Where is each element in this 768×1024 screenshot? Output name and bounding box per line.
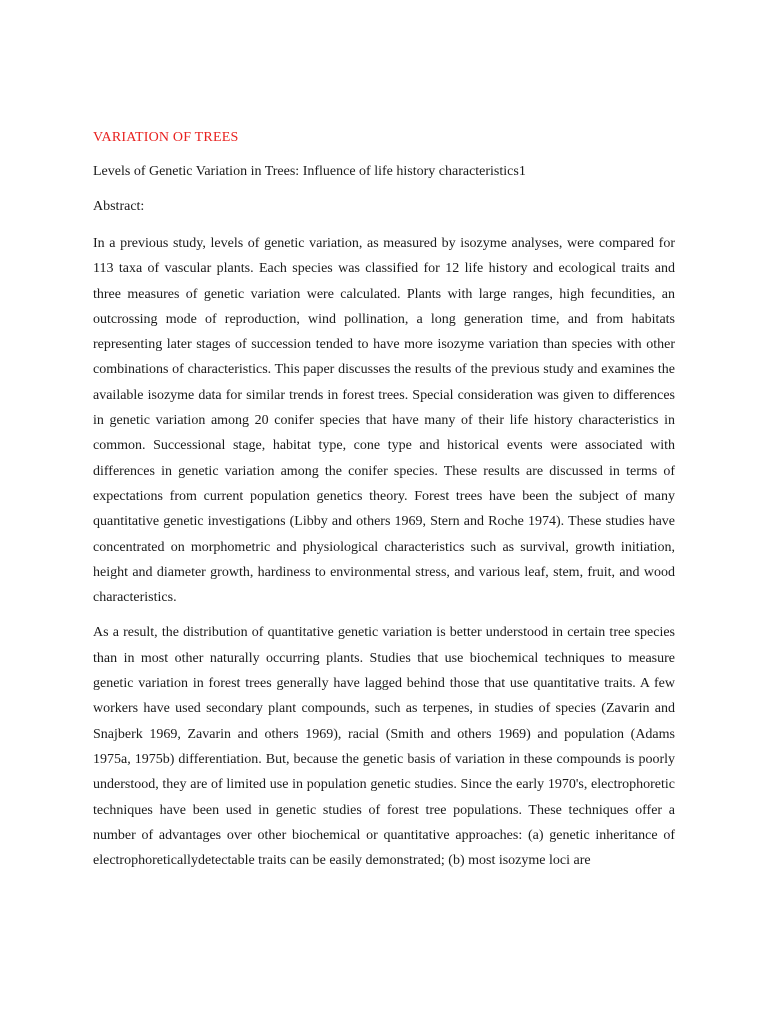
abstract-heading: Abstract: [93, 199, 145, 214]
abstract-paragraph: In a previous study, levels of genetic variation, as measured by isozyme analyses, were compared for 113 taxa of vascular plants. Each species was classified for 12 life history and ecological traits and three measures of genetic variation were calculated. Plants with large ranges, high fecundities, an outcrossing mode of reproduction, wind pollination, a long generation time, and from habitats representing later stages of succession tended to have more isozyme variation than species with other combinations of characteristics. This paper discusses the results of the previous study and examines the available isozyme data for similar trends in forest trees. Special consideration was given to differences in genetic variation among 20 conifer species that have many of their life history characteristics in common. Successional stage, habitat type, cone type and historical events were associated with differences in genetic variation among the conifer species. These results are discussed in terms of expectations from current population genetics theory. Forest trees have been the subject of many quantitative genetic investigations (Libby and others 1969, Stern and Roche 1974). These studies have concentrated on morphometric and physiological characteristics such as survival, growth initiation, height and diameter growth, hardiness to environmental stress, and various leaf, stem, fruit, and wood characteristics. [93, 236, 675, 606]
document-title: VARIATION OF TREES [93, 130, 239, 145]
document-body [93, 128, 675, 883]
document-subtitle: Levels of Genetic Variation in Trees: Influence of life history characteristics1 [93, 164, 526, 179]
body-paragraph: As a result, the distribution of quantitative genetic variation is better understood in certain tree species than in most other naturally occurring plants. Studies that use biochemical techniques to measure genetic variation in forest trees generally have lagged behind those that use quantitative traits. A few workers have used secondary plant compounds, such as terpenes, in studies of species (Zavarin and Snajberk 1969, Zavarin and others 1969), racial (Smith and others 1969) and population (Adams 1975a, 1975b) differentiation. But, because the genetic basis of variation in these compounds is poorly understood, they are of limited use in population genetic studies. Since the early 1970's, electrophoretic techniques have been used in genetic studies of forest tree populations. These techniques offer a number of advantages over other biochemical or quantitative approaches: (a) genetic inheritance of electrophoreticallydetectable traits can be easily demonstrated; (b) most isozyme loci are [93, 625, 675, 869]
